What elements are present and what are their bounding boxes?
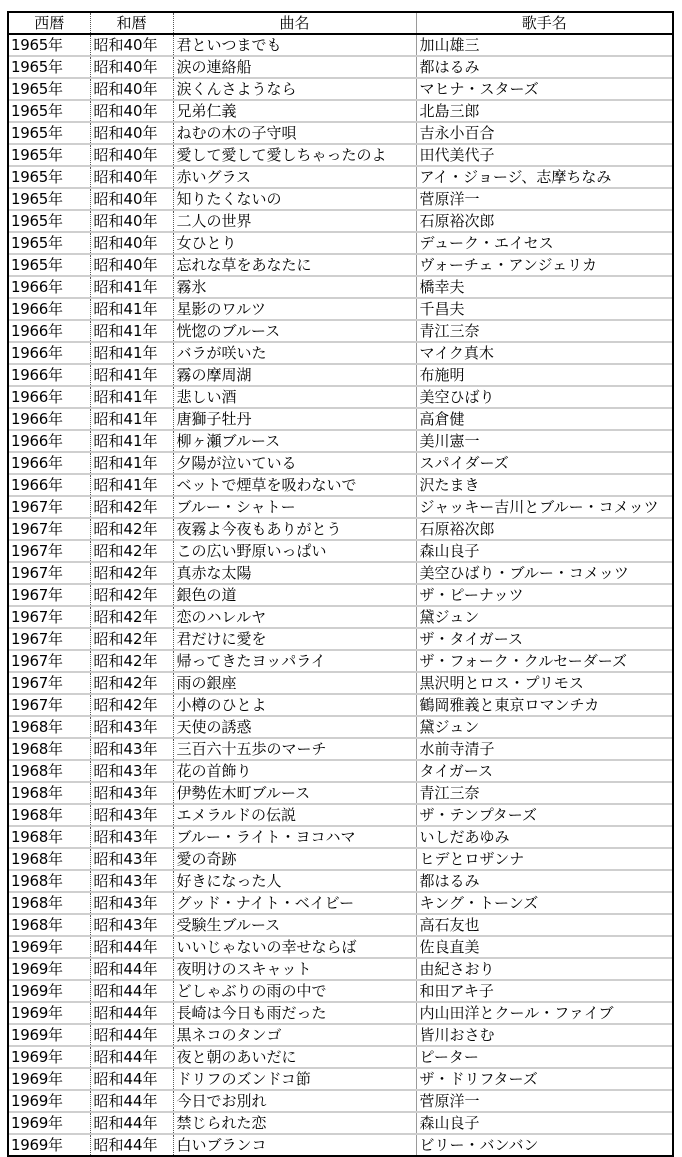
cell-singer: ザ・ドリフターズ <box>416 1068 672 1090</box>
table-row <box>9 760 672 782</box>
cell-western-year: 1969年 <box>9 1112 90 1134</box>
cell-singer: 加山雄三 <box>416 34 672 56</box>
cell-singer: ヴォーチェ・アンジェリカ <box>416 254 672 276</box>
cell-western-year: 1965年 <box>9 56 90 78</box>
header-row <box>9 13 672 34</box>
cell-western-year: 1965年 <box>9 34 90 56</box>
cell-song-title: 悲しい酒 <box>173 386 416 408</box>
table-row <box>9 914 672 936</box>
cell-japanese-era: 昭和40年 <box>90 100 173 122</box>
cell-song-title: 女ひとり <box>173 232 416 254</box>
table-row <box>9 276 672 298</box>
table-row <box>9 320 672 342</box>
table-row <box>9 122 672 144</box>
cell-japanese-era: 昭和41年 <box>90 408 173 430</box>
cell-singer: スパイダーズ <box>416 452 672 474</box>
cell-western-year: 1965年 <box>9 188 90 210</box>
cell-western-year: 1966年 <box>9 430 90 452</box>
cell-song-title: 愛の奇跡 <box>173 848 416 870</box>
cell-singer: ザ・タイガース <box>416 628 672 650</box>
cell-song-title: ベットで煙草を吸わないで <box>173 474 416 496</box>
cell-japanese-era: 昭和40年 <box>90 34 173 56</box>
cell-singer: ザ・テンプターズ <box>416 804 672 826</box>
table-row <box>9 386 672 408</box>
cell-western-year: 1966年 <box>9 364 90 386</box>
cell-song-title: バラが咲いた <box>173 342 416 364</box>
cell-song-title: 銀色の道 <box>173 584 416 606</box>
table-row <box>9 980 672 1002</box>
cell-singer: 水前寺清子 <box>416 738 672 760</box>
cell-japanese-era: 昭和44年 <box>90 936 173 958</box>
cell-song-title: 禁じられた恋 <box>173 1112 416 1134</box>
header-japanese-era: 和暦 <box>90 13 173 34</box>
table-row <box>9 628 672 650</box>
cell-singer: 吉永小百合 <box>416 122 672 144</box>
cell-japanese-era: 昭和44年 <box>90 958 173 980</box>
cell-western-year: 1969年 <box>9 1134 90 1155</box>
cell-japanese-era: 昭和42年 <box>90 672 173 694</box>
cell-singer: 美空ひばり <box>416 386 672 408</box>
cell-song-title: 真赤な太陽 <box>173 562 416 584</box>
cell-song-title: 唐獅子牡丹 <box>173 408 416 430</box>
cell-western-year: 1967年 <box>9 606 90 628</box>
cell-western-year: 1966年 <box>9 298 90 320</box>
cell-song-title: 夜明けのスキャット <box>173 958 416 980</box>
cell-song-title: 夜霧よ今夜もありがとう <box>173 518 416 540</box>
table-row <box>9 100 672 122</box>
cell-japanese-era: 昭和44年 <box>90 1024 173 1046</box>
table-row <box>9 870 672 892</box>
cell-song-title: 恋のハレルヤ <box>173 606 416 628</box>
table-row <box>9 584 672 606</box>
cell-singer: ジャッキー吉川とブルー・コメッツ <box>416 496 672 518</box>
cell-singer: 千昌夫 <box>416 298 672 320</box>
cell-western-year: 1969年 <box>9 1002 90 1024</box>
cell-japanese-era: 昭和43年 <box>90 760 173 782</box>
cell-singer: マイク真木 <box>416 342 672 364</box>
cell-singer: 鶴岡雅義と東京ロマンチカ <box>416 694 672 716</box>
cell-singer: 沢たまき <box>416 474 672 496</box>
cell-japanese-era: 昭和41年 <box>90 430 173 452</box>
table-row <box>9 298 672 320</box>
table-row <box>9 232 672 254</box>
cell-song-title: 花の首飾り <box>173 760 416 782</box>
cell-singer: タイガース <box>416 760 672 782</box>
header-singer: 歌手名 <box>416 13 672 34</box>
table-row <box>9 848 672 870</box>
cell-western-year: 1969年 <box>9 1046 90 1068</box>
cell-singer: 青江三奈 <box>416 320 672 342</box>
cell-japanese-era: 昭和43年 <box>90 914 173 936</box>
cell-japanese-era: 昭和40年 <box>90 232 173 254</box>
cell-western-year: 1968年 <box>9 738 90 760</box>
cell-singer: デューク・エイセス <box>416 232 672 254</box>
cell-japanese-era: 昭和41年 <box>90 298 173 320</box>
table-row <box>9 188 672 210</box>
cell-song-title: 黒ネコのタンゴ <box>173 1024 416 1046</box>
cell-singer: 布施明 <box>416 364 672 386</box>
cell-song-title: 知りたくないの <box>173 188 416 210</box>
table-row <box>9 716 672 738</box>
cell-japanese-era: 昭和44年 <box>90 1134 173 1155</box>
cell-japanese-era: 昭和42年 <box>90 518 173 540</box>
cell-western-year: 1966年 <box>9 342 90 364</box>
cell-japanese-era: 昭和40年 <box>90 122 173 144</box>
cell-western-year: 1967年 <box>9 628 90 650</box>
cell-singer: 石原裕次郎 <box>416 518 672 540</box>
cell-western-year: 1965年 <box>9 232 90 254</box>
table-row <box>9 826 672 848</box>
cell-singer: 石原裕次郎 <box>416 210 672 232</box>
cell-song-title: 受験生ブルース <box>173 914 416 936</box>
cell-japanese-era: 昭和42年 <box>90 540 173 562</box>
table-row <box>9 672 672 694</box>
table-row <box>9 1024 672 1046</box>
cell-western-year: 1968年 <box>9 804 90 826</box>
cell-song-title: 柳ヶ瀬ブルース <box>173 430 416 452</box>
table-row <box>9 166 672 188</box>
table-row <box>9 34 672 56</box>
table-row <box>9 1112 672 1134</box>
cell-song-title: 愛して愛して愛しちゃったのよ <box>173 144 416 166</box>
cell-singer: 内山田洋とクール・ファイブ <box>416 1002 672 1024</box>
table-row <box>9 56 672 78</box>
song-table-container <box>7 11 674 1157</box>
cell-singer: キング・トーンズ <box>416 892 672 914</box>
table-row <box>9 540 672 562</box>
cell-western-year: 1966年 <box>9 408 90 430</box>
cell-singer: ザ・ピーナッツ <box>416 584 672 606</box>
cell-song-title: 好きになった人 <box>173 870 416 892</box>
cell-western-year: 1969年 <box>9 1090 90 1112</box>
cell-japanese-era: 昭和44年 <box>90 1112 173 1134</box>
cell-western-year: 1966年 <box>9 452 90 474</box>
table-row <box>9 804 672 826</box>
cell-song-title: 帰ってきたヨッパライ <box>173 650 416 672</box>
cell-western-year: 1968年 <box>9 914 90 936</box>
cell-japanese-era: 昭和44年 <box>90 1090 173 1112</box>
cell-song-title: エメラルドの伝説 <box>173 804 416 826</box>
cell-western-year: 1966年 <box>9 474 90 496</box>
cell-western-year: 1967年 <box>9 672 90 694</box>
cell-western-year: 1967年 <box>9 496 90 518</box>
cell-song-title: ブルー・ライト・ヨコハマ <box>173 826 416 848</box>
cell-song-title: 白いブランコ <box>173 1134 416 1155</box>
cell-song-title: 夕陽が泣いている <box>173 452 416 474</box>
cell-singer: 黒沢明とロス・プリモス <box>416 672 672 694</box>
cell-japanese-era: 昭和42年 <box>90 562 173 584</box>
cell-western-year: 1966年 <box>9 386 90 408</box>
cell-western-year: 1969年 <box>9 936 90 958</box>
table-row <box>9 606 672 628</box>
cell-western-year: 1965年 <box>9 144 90 166</box>
cell-singer: 菅原洋一 <box>416 188 672 210</box>
cell-japanese-era: 昭和41年 <box>90 342 173 364</box>
cell-western-year: 1968年 <box>9 848 90 870</box>
table-row <box>9 1002 672 1024</box>
cell-singer: 高倉健 <box>416 408 672 430</box>
cell-song-title: 君といつまでも <box>173 34 416 56</box>
cell-western-year: 1965年 <box>9 100 90 122</box>
table-body <box>9 34 672 1155</box>
table-row <box>9 342 672 364</box>
cell-song-title: 小樽のひとよ <box>173 694 416 716</box>
cell-song-title: 兄弟仁義 <box>173 100 416 122</box>
table-row <box>9 518 672 540</box>
cell-song-title: 今日でお別れ <box>173 1090 416 1112</box>
cell-western-year: 1968年 <box>9 892 90 914</box>
cell-japanese-era: 昭和43年 <box>90 782 173 804</box>
cell-song-title: 二人の世界 <box>173 210 416 232</box>
cell-japanese-era: 昭和40年 <box>90 78 173 100</box>
cell-singer: ヒデとロザンナ <box>416 848 672 870</box>
cell-singer: 皆川おさむ <box>416 1024 672 1046</box>
cell-song-title: 赤いグラス <box>173 166 416 188</box>
cell-song-title: 霧の摩周湖 <box>173 364 416 386</box>
cell-japanese-era: 昭和44年 <box>90 1046 173 1068</box>
cell-song-title: 恍惚のブルース <box>173 320 416 342</box>
table-row <box>9 474 672 496</box>
cell-western-year: 1966年 <box>9 320 90 342</box>
cell-japanese-era: 昭和44年 <box>90 980 173 1002</box>
table-row <box>9 254 672 276</box>
cell-singer: ビリー・バンバン <box>419 1136 539 1154</box>
cell-japanese-era: 昭和40年 <box>90 166 173 188</box>
cell-singer: 美川憲一 <box>416 430 672 452</box>
cell-singer: ピーター <box>416 1046 672 1068</box>
cell-singer: 高石友也 <box>416 914 672 936</box>
table-row <box>9 1090 672 1112</box>
cell-japanese-era: 昭和43年 <box>90 826 173 848</box>
cell-singer: マヒナ・スターズ <box>416 78 672 100</box>
cell-singer: 都はるみ <box>416 56 672 78</box>
cell-japanese-era: 昭和43年 <box>90 738 173 760</box>
cell-western-year: 1969年 <box>9 980 90 1002</box>
cell-japanese-era: 昭和42年 <box>90 694 173 716</box>
cell-japanese-era: 昭和40年 <box>90 188 173 210</box>
table-row <box>9 364 672 386</box>
cell-japanese-era: 昭和40年 <box>90 56 173 78</box>
song-table <box>9 13 672 1155</box>
header-western-year: 西暦 <box>9 13 90 34</box>
cell-song-title: 雨の銀座 <box>173 672 416 694</box>
cell-singer: 北島三郎 <box>416 100 672 122</box>
cell-western-year: 1968年 <box>9 870 90 892</box>
cell-japanese-era: 昭和42年 <box>90 606 173 628</box>
cell-japanese-era: 昭和43年 <box>90 870 173 892</box>
cell-song-title: グッド・ナイト・ベイビー <box>173 892 416 914</box>
cell-western-year: 1965年 <box>9 166 90 188</box>
cell-japanese-era: 昭和40年 <box>90 254 173 276</box>
cell-western-year: 1966年 <box>9 276 90 298</box>
cell-singer: 佐良直美 <box>416 936 672 958</box>
table-row <box>9 782 672 804</box>
cell-singer: 黛ジュン <box>416 606 672 628</box>
cell-western-year: 1967年 <box>9 650 90 672</box>
table-row <box>9 958 672 980</box>
cell-song-title: 忘れな草をあなたに <box>173 254 416 276</box>
cell-western-year: 1968年 <box>9 760 90 782</box>
cell-singer: いしだあゆみ <box>416 826 672 848</box>
table-row <box>9 1134 672 1155</box>
cell-song-title: 夜と朝のあいだに <box>173 1046 416 1068</box>
cell-japanese-era: 昭和41年 <box>90 386 173 408</box>
cell-western-year: 1965年 <box>9 78 90 100</box>
cell-song-title: 天使の誘惑 <box>173 716 416 738</box>
cell-western-year: 1967年 <box>9 584 90 606</box>
cell-western-year: 1967年 <box>9 694 90 716</box>
cell-japanese-era: 昭和42年 <box>90 584 173 606</box>
cell-western-year: 1969年 <box>9 958 90 980</box>
cell-western-year: 1968年 <box>9 826 90 848</box>
cell-japanese-era: 昭和42年 <box>90 650 173 672</box>
cell-singer: 都はるみ <box>416 870 672 892</box>
cell-singer: 青江三奈 <box>416 782 672 804</box>
cell-japanese-era: 昭和40年 <box>90 210 173 232</box>
cell-western-year: 1969年 <box>9 1068 90 1090</box>
cell-western-year: 1967年 <box>9 518 90 540</box>
cell-song-title: 君だけに愛を <box>173 628 416 650</box>
cell-japanese-era: 昭和44年 <box>90 1068 173 1090</box>
cell-western-year: 1967年 <box>9 540 90 562</box>
cell-singer: 橋幸夫 <box>416 276 672 298</box>
cell-singer: 由紀さおり <box>416 958 672 980</box>
cell-song-title: ドリフのズンドコ節 <box>173 1068 416 1090</box>
table-row <box>9 562 672 584</box>
cell-japanese-era: 昭和42年 <box>90 496 173 518</box>
table-row <box>9 936 672 958</box>
cell-japanese-era: 昭和40年 <box>90 144 173 166</box>
cell-song-title: 星影のワルツ <box>173 298 416 320</box>
table-row <box>9 408 672 430</box>
cell-japanese-era: 昭和41年 <box>90 276 173 298</box>
cell-song-title: 涙の連絡船 <box>173 56 416 78</box>
cell-western-year: 1969年 <box>9 1024 90 1046</box>
cell-western-year: 1968年 <box>9 782 90 804</box>
table-row <box>9 144 672 166</box>
cell-western-year: 1965年 <box>9 210 90 232</box>
cell-singer: 森山良子 <box>416 540 672 562</box>
cell-song-title: どしゃぶりの雨の中で <box>173 980 416 1002</box>
cell-japanese-era: 昭和43年 <box>90 716 173 738</box>
cell-song-title: 三百六十五歩のマーチ <box>173 738 416 760</box>
cell-singer: 菅原洋一 <box>416 1090 672 1112</box>
cell-singer: アイ・ジョージ、志摩ちなみ <box>416 166 672 188</box>
cell-japanese-era: 昭和44年 <box>90 1002 173 1024</box>
cell-japanese-era: 昭和43年 <box>90 848 173 870</box>
header-song-title: 曲名 <box>173 13 416 34</box>
cell-song-title: 伊勢佐木町ブルース <box>173 782 416 804</box>
cell-singer: 美空ひばり・ブルー・コメッツ <box>416 562 672 584</box>
cell-japanese-era: 昭和43年 <box>90 804 173 826</box>
table-row <box>9 210 672 232</box>
cell-singer: ザ・フォーク・クルセーダーズ <box>416 650 672 672</box>
cell-western-year: 1967年 <box>9 562 90 584</box>
cell-song-title: 涙くんさようなら <box>173 78 416 100</box>
table-row <box>9 892 672 914</box>
cell-western-year: 1965年 <box>9 254 90 276</box>
table-row <box>9 738 672 760</box>
cell-song-title: いいじゃないの幸せならば <box>173 936 416 958</box>
cell-japanese-era: 昭和41年 <box>90 474 173 496</box>
cell-japanese-era: 昭和42年 <box>90 628 173 650</box>
cell-japanese-era: 昭和41年 <box>90 364 173 386</box>
cell-singer: 森山良子 <box>416 1112 672 1134</box>
table-row <box>9 78 672 100</box>
cell-western-year: 1968年 <box>9 716 90 738</box>
cell-western-year: 1965年 <box>9 122 90 144</box>
table-row <box>9 452 672 474</box>
cell-japanese-era: 昭和41年 <box>90 320 173 342</box>
cell-song-title: ねむの木の子守唄 <box>173 122 416 144</box>
cell-singer: 田代美代子 <box>416 144 672 166</box>
cell-song-title: 長崎は今日も雨だった <box>173 1002 416 1024</box>
table-row <box>9 1046 672 1068</box>
cell-song-title: ブルー・シャトー <box>173 496 416 518</box>
cell-japanese-era: 昭和43年 <box>90 892 173 914</box>
table-row <box>9 430 672 452</box>
table-row <box>9 1068 672 1090</box>
table-row <box>9 496 672 518</box>
cell-song-title: 霧氷 <box>173 276 416 298</box>
cell-singer: 黛ジュン <box>416 716 672 738</box>
table-row <box>9 694 672 716</box>
cell-japanese-era: 昭和41年 <box>90 452 173 474</box>
cell-song-title: この広い野原いっぱい <box>173 540 416 562</box>
cell-singer: 和田アキ子 <box>416 980 672 1002</box>
table-row <box>9 650 672 672</box>
